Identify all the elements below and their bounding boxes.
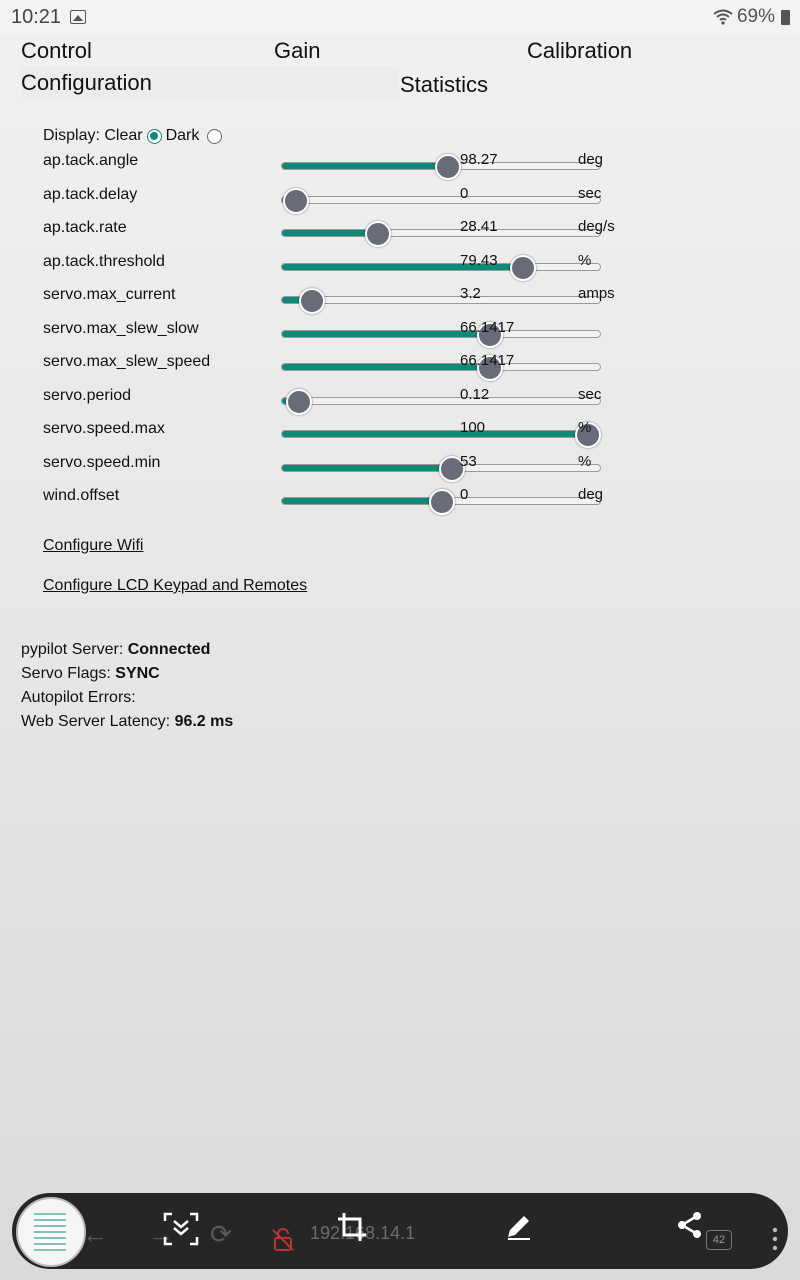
scroll-capture-icon[interactable] <box>162 1211 200 1247</box>
setting-label: wind.offset <box>43 487 120 504</box>
setting-slider[interactable] <box>281 263 601 271</box>
setting-value: 0.12 <box>460 386 490 403</box>
slider-thumb[interactable] <box>435 154 461 180</box>
display-theme-row <box>43 127 226 145</box>
setting-value: 0 <box>460 185 469 202</box>
setting-unit: amps <box>578 285 615 302</box>
tab-gain[interactable]: Gain <box>274 38 321 63</box>
setting-slider[interactable] <box>281 196 601 204</box>
setting-unit: deg <box>578 486 604 503</box>
setting-row-servo-max-slew-speed <box>43 353 663 383</box>
share-icon[interactable] <box>676 1211 704 1239</box>
status-right <box>713 6 790 28</box>
slider-thumb[interactable] <box>283 188 309 214</box>
tab-configuration[interactable]: Configuration <box>21 66 399 100</box>
autopilot-errors <box>21 689 136 707</box>
setting-row-servo-speed-max <box>43 420 663 450</box>
setting-value: 66.1417 <box>460 352 515 369</box>
slider-thumb[interactable] <box>510 255 536 281</box>
setting-label: servo.max_slew_speed <box>43 353 211 370</box>
setting-label: servo.max_current <box>43 286 176 303</box>
pen-icon[interactable] <box>504 1211 534 1241</box>
setting-row-servo-speed-min <box>43 454 663 484</box>
setting-value: 0 <box>460 486 469 503</box>
tab-control[interactable]: Control <box>21 38 92 63</box>
setting-row-servo-max-slew-slow <box>43 320 663 350</box>
status-bar <box>0 0 800 34</box>
setting-label: servo.max_slew_slow <box>43 320 199 337</box>
screenshot-thumbnail[interactable] <box>16 1197 86 1267</box>
clear-radio[interactable] <box>147 129 162 144</box>
slider-fill <box>282 230 377 236</box>
server-status-value: Connected <box>127 641 211 658</box>
more-icon[interactable] <box>772 1227 778 1251</box>
setting-unit: sec <box>578 386 602 403</box>
crop-icon[interactable] <box>336 1211 368 1243</box>
dark-radio[interactable] <box>207 129 222 144</box>
forward-icon[interactable]: → <box>148 1219 174 1249</box>
setting-slider[interactable] <box>281 363 601 371</box>
back-icon[interactable]: ← <box>82 1219 108 1249</box>
setting-row-ap-tack-angle <box>43 152 663 182</box>
tab-count[interactable]: 42 <box>706 1230 732 1250</box>
setting-label: servo.period <box>43 387 132 404</box>
setting-unit: % <box>578 453 592 470</box>
setting-label: ap.tack.threshold <box>43 253 165 270</box>
setting-unit: % <box>578 252 592 269</box>
tab-bar <box>0 34 800 104</box>
setting-label: servo.speed.min <box>43 454 161 471</box>
latency-label: Web Server Latency: <box>21 713 171 730</box>
screenshot-toolbar <box>12 1193 788 1269</box>
setting-row-ap-tack-delay <box>43 186 663 216</box>
slider-fill <box>282 465 451 471</box>
slider-thumb[interactable] <box>365 221 391 247</box>
setting-unit: deg <box>578 151 604 168</box>
setting-row-wind-offset <box>43 487 663 517</box>
configure-lcd-link[interactable]: Configure LCD Keypad and Remotes <box>43 577 308 594</box>
url-bar[interactable]: 192.168.14.1 <box>310 1223 416 1243</box>
slider-thumb[interactable] <box>286 389 312 415</box>
web-server-latency <box>21 713 233 731</box>
clock: 10:21 <box>11 6 62 28</box>
battery-icon <box>781 10 790 25</box>
setting-value: 3.2 <box>460 285 481 302</box>
setting-unit: % <box>578 419 592 436</box>
dark-label: Dark <box>165 127 200 144</box>
setting-row-ap-tack-threshold <box>43 253 663 283</box>
setting-value: 66.1417 <box>460 319 515 336</box>
servo-flags-label: Servo Flags: <box>21 665 111 682</box>
configure-wifi-link[interactable]: Configure Wifi <box>43 537 144 554</box>
display-label: Display: <box>43 127 100 144</box>
slider-fill <box>282 163 447 169</box>
wifi-icon <box>713 9 733 25</box>
slider-fill <box>282 364 489 370</box>
slider-fill <box>282 498 441 504</box>
servo-flags <box>21 665 160 683</box>
slider-thumb[interactable] <box>429 489 455 515</box>
setting-unit: sec <box>578 185 602 202</box>
setting-slider[interactable] <box>281 464 601 472</box>
setting-slider[interactable] <box>281 397 601 405</box>
setting-label: ap.tack.angle <box>43 152 139 169</box>
latency-value: 96.2 ms <box>174 713 234 730</box>
setting-label: ap.tack.delay <box>43 186 138 203</box>
setting-label: servo.speed.max <box>43 420 165 437</box>
slider-fill <box>282 431 587 437</box>
setting-unit: deg/s <box>578 218 615 235</box>
setting-slider[interactable] <box>281 430 601 438</box>
setting-row-ap-tack-rate <box>43 219 663 249</box>
setting-slider[interactable] <box>281 162 601 170</box>
setting-row-servo-max-current <box>43 286 663 316</box>
slider-fill <box>282 331 489 337</box>
setting-slider[interactable] <box>281 296 601 304</box>
slider-thumb[interactable] <box>299 288 325 314</box>
tab-calibration[interactable]: Calibration <box>527 38 633 63</box>
setting-value: 100 <box>460 419 486 436</box>
setting-value: 79.43 <box>460 252 498 269</box>
image-icon <box>70 10 86 24</box>
server-status-label: pypilot Server: <box>21 641 124 658</box>
autopilot-errors-label: Autopilot Errors: <box>21 689 136 706</box>
tab-statistics[interactable]: Statistics <box>400 72 489 97</box>
server-status <box>21 641 210 659</box>
setting-row-servo-period <box>43 387 663 417</box>
setting-value: 98.27 <box>460 151 498 168</box>
setting-slider[interactable] <box>281 330 601 338</box>
clear-label: Clear <box>104 127 143 144</box>
setting-slider[interactable] <box>281 229 601 237</box>
setting-value: 53 <box>460 453 477 470</box>
reload-icon[interactable]: ⟳ <box>210 1219 232 1249</box>
servo-flags-value: SYNC <box>115 665 160 682</box>
setting-label: ap.tack.rate <box>43 219 127 236</box>
battery-percent: 69% <box>736 6 775 27</box>
setting-value: 28.41 <box>460 218 498 235</box>
lock-icon <box>270 1227 296 1253</box>
setting-slider[interactable] <box>281 497 601 505</box>
